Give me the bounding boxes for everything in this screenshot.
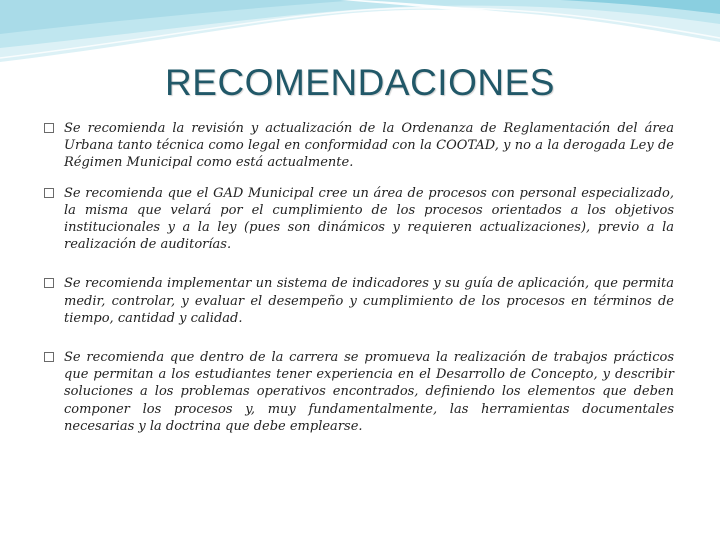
recommendation-text: Se recomienda implementar un sistema de indicadores y su guía de aplicación, que permita medir, controlar, y evaluar el desempeño y cumplimiento de los procesos en términos de tiempo, cantidad y calidad. [64,276,674,326]
list-item [44,185,674,254]
checkbox-square-icon [44,278,54,288]
recommendation-text: Se recomienda que el GAD Municipal cree un área de procesos con personal especializado, la misma que velará por el cumplimiento de los procesos orientados a los objetivos institucionales y a la ley (pues son dinámicos y requieren actualizaciones), previo a la realización de auditorías. [64,185,674,253]
recommendation-text: Se recomienda la revisión y actualización de la Ordenanza de Reglamentación del área Urbana tanto técnica como legal en conformidad con la COOTAD, y no a la derogada Ley de Régimen Municipal como está actualmente. [64,121,674,171]
page-title: RECOMENDACIONES [165,62,555,103]
recommendation-text: Se recomienda que dentro de la carrera se promueva la realización de trabajos prácticos que permitan a los estudiantes tener experiencia en el Desarrollo de Concepto, y describir soluciones a los problemas operativos encontrados, definiendo los elementos que deben componer los procesos y, muy fundamentalmente, las herramientas documentales necesarias y la doctrina que debe emplearse. [64,350,674,434]
checkbox-square-icon [44,123,54,133]
recommendations-list [44,120,674,435]
checkbox-square-icon [44,188,54,198]
checkbox-square-icon [44,352,54,362]
list-item [44,349,674,435]
list-item [44,275,674,327]
list-item [44,120,674,172]
